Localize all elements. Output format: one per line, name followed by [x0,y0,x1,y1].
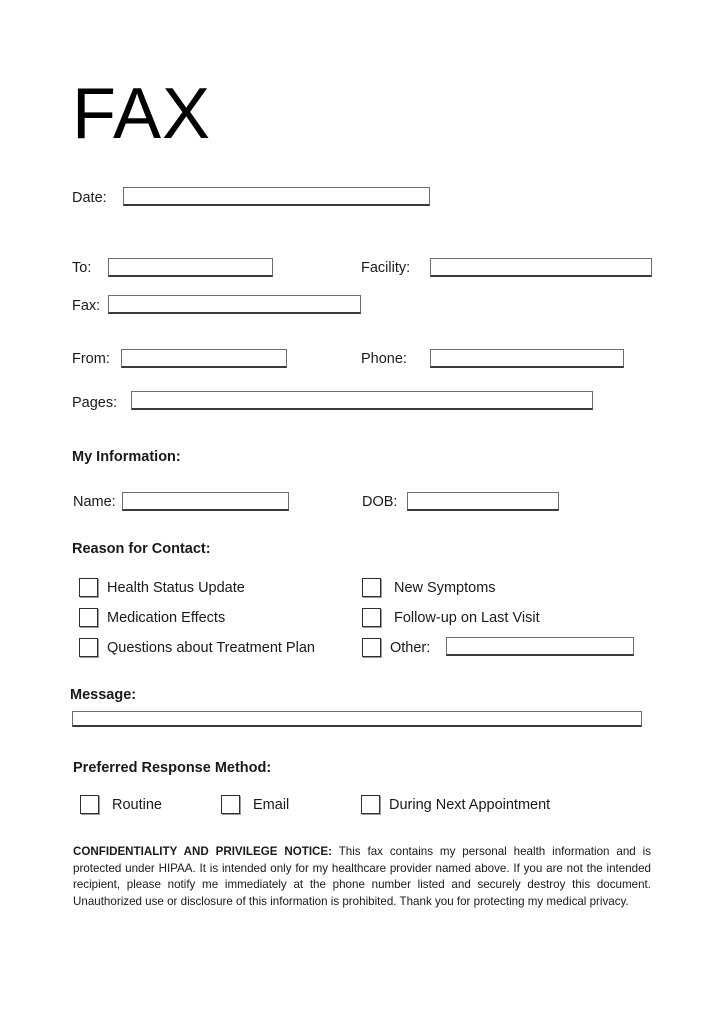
email-label: Email [253,797,290,813]
next-appointment-label: During Next Appointment [389,797,551,813]
health-status-update-checkbox[interactable] [79,578,98,597]
confidentiality-notice [73,844,651,910]
my-information-heading: My Information: [72,449,181,465]
name-label: Name: [73,494,116,510]
pages-label: Pages: [72,395,118,411]
facility-label: Facility: [361,260,411,276]
from-field[interactable] [121,349,287,368]
follow-up-checkbox[interactable] [362,608,381,627]
medication-effects-label: Medication Effects [107,610,226,626]
next-appointment-checkbox[interactable] [361,795,380,814]
reason-heading: Reason for Contact: [72,541,211,557]
treatment-plan-checkbox[interactable] [79,638,98,657]
email-checkbox[interactable] [221,795,240,814]
date-label: Date: [72,190,107,206]
routine-label: Routine [112,797,162,813]
facility-field[interactable] [430,258,652,277]
new-symptoms-label: New Symptoms [394,580,496,596]
medication-effects-checkbox[interactable] [79,608,98,627]
dob-field[interactable] [407,492,559,511]
message-field[interactable] [72,711,642,727]
pages-field[interactable] [131,391,593,410]
other-label: Other: [390,640,431,656]
from-label: From: [72,351,110,367]
fax-label: Fax: [72,298,101,314]
notice-body: This fax contains my personal health information and is protected under HIPAA. It is intended only for my healthcare provider named above. If you are not the intended recipient, please notify me immediately at the phone number listed and securely destroy this document. Unauthorized use or disclosure of this information is prohibited. Thank you for protecting my medical privacy. [73,845,651,908]
notice-heading: CONFIDENTIALITY AND PRIVILEGE NOTICE: [73,845,333,858]
date-field[interactable] [123,187,430,206]
health-status-update-label: Health Status Update [107,580,245,596]
other-checkbox[interactable] [362,638,381,657]
dob-label: DOB: [362,494,398,510]
follow-up-label: Follow-up on Last Visit [394,610,540,626]
name-field[interactable] [122,492,289,511]
phone-label: Phone: [361,351,407,367]
fax-number-field[interactable] [108,295,361,314]
new-symptoms-checkbox[interactable] [362,578,381,597]
routine-checkbox[interactable] [80,795,99,814]
treatment-plan-label: Questions about Treatment Plan [107,640,315,656]
phone-field[interactable] [430,349,624,368]
other-reason-field[interactable] [446,637,634,656]
page-title: FAX [72,74,212,154]
to-label: To: [72,260,92,276]
response-method-heading: Preferred Response Method: [73,760,272,776]
message-heading: Message: [70,687,137,703]
to-field[interactable] [108,258,273,277]
